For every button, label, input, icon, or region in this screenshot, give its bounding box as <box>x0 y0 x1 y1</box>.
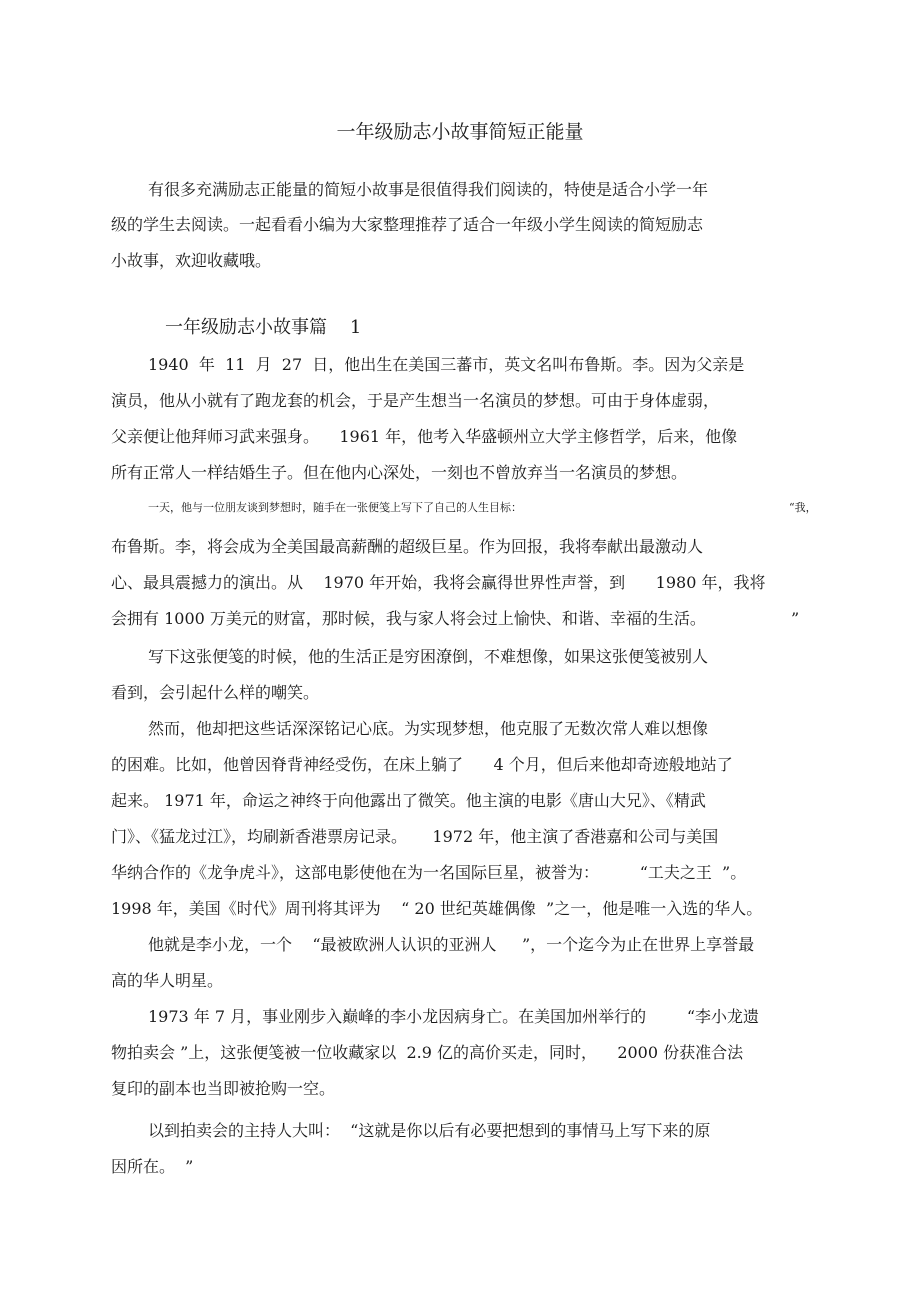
quote-close-fragment: ” <box>791 609 800 628</box>
intro-line-1: 有很多充满励志正能量的简短小故事是很值得我们阅读的，特使是适合小学一年 <box>148 180 709 199</box>
paragraph-line: 高的华人明星。 <box>111 971 224 990</box>
paragraph-line: 因所在。 ” <box>111 1157 194 1176</box>
small-note-line: 一天，他与一位朋友谈到梦想时，随手在一张便笺上写下了自己的人生目标： <box>148 501 522 514</box>
intro-line-2: 级的学生去阅读。一起看看小编为大家整理推荐了适合一年级小学生阅读的简短励志 <box>111 215 704 234</box>
paragraph-line: 写下这张便笺的时候，他的生活正是穷困潦倒，不难想像，如果这张便笺被别人 <box>148 647 709 666</box>
paragraph-line: 父亲便让他拜师习武来强身。 1961 年，他考入华盛顿州立大学主修哲学，后来，他像 <box>111 427 738 446</box>
paragraph-line: 看到，会引起什么样的嘲笑。 <box>111 683 320 702</box>
paragraph-line: 门》、《猛龙过江》，均刷新香港票房记录。 1972 年，他主演了香港嘉和公司与美国 <box>111 827 719 846</box>
paragraph-line: 布鲁斯。李，将会成为全美国最高薪酬的超级巨星。作为回报，我将奉献出最激动人 <box>111 537 704 556</box>
document-title: 一年级励志小故事简短正能量 <box>336 121 584 143</box>
paragraph-line: 物拍卖会 ”上，这张便笺被一位收藏家以 2.9 亿的高价买走，同时， 2000 份获准合法 <box>111 1043 744 1062</box>
paragraph-line: 1998 年，美国《时代》周刊将其评为 “ 20 世纪英雄偶像 ”之一，他是唯一入选的华人。 <box>111 899 763 918</box>
paragraph-line: 然而，他却把这些话深深铭记心底。为实现梦想，他克服了无数次常人难以想像 <box>148 719 709 738</box>
quote-open-fragment: “我， <box>789 501 817 514</box>
paragraph-line: 1940 年 11 月 27 日，他出生在美国三蕃市，英文名叫布鲁斯。李。因为父亲是 <box>148 355 745 374</box>
intro-line-3: 小故事，欢迎收藏哦。 <box>111 251 272 270</box>
paragraph-line: 演员，他从小就有了跑龙套的机会，于是产生想当一名演员的梦想。可由于身体虚弱， <box>111 391 720 410</box>
paragraph-line: 的困难。比如，他曾因脊背神经受伤，在床上躺了 4 个月，但后来他却奇迹般地站了 <box>111 755 733 774</box>
paragraph-line: 华纳合作的《龙争虎斗》，这部电影使他在为一名国际巨星，被誉为： “工夫之王 ”。 <box>111 863 747 882</box>
paragraph-line: 起来。 1971 年，命运之神终于向他露出了微笑。他主演的电影《唐山大兄》、《精武 <box>111 791 706 810</box>
paragraph-line: 他就是李小龙，一个 “最被欧洲人认识的亚洲人 ”，一个迄今为止在世界上享誉最 <box>148 935 755 954</box>
paragraph-line: 1973 年 7 月，事业刚步入巅峰的李小龙因病身亡。在美国加州举行的 “李小龙遗 <box>148 1007 760 1026</box>
paragraph-line: 所有正常人一样结婚生子。但在他内心深处，一刻也不曾放弃当一名演员的梦想。 <box>111 463 688 482</box>
paragraph-line: 复印的副本也当即被抢购一空。 <box>111 1079 336 1098</box>
paragraph-line: 以到拍卖会的主持人大叫： “这就是你以后有必要把想到的事情马上写下来的原 <box>148 1121 711 1140</box>
section-heading: 一年级励志小故事篇 1 <box>165 317 362 338</box>
paragraph-line: 会拥有 1000 万美元的财富，那时候，我与家人将会过上愉快、和谐、幸福的生活。 <box>111 609 706 628</box>
paragraph-line: 心、最具震撼力的演出。从 1970 年开始，我将会赢得世界性声誉，到 1980 年，我将 <box>111 573 766 592</box>
